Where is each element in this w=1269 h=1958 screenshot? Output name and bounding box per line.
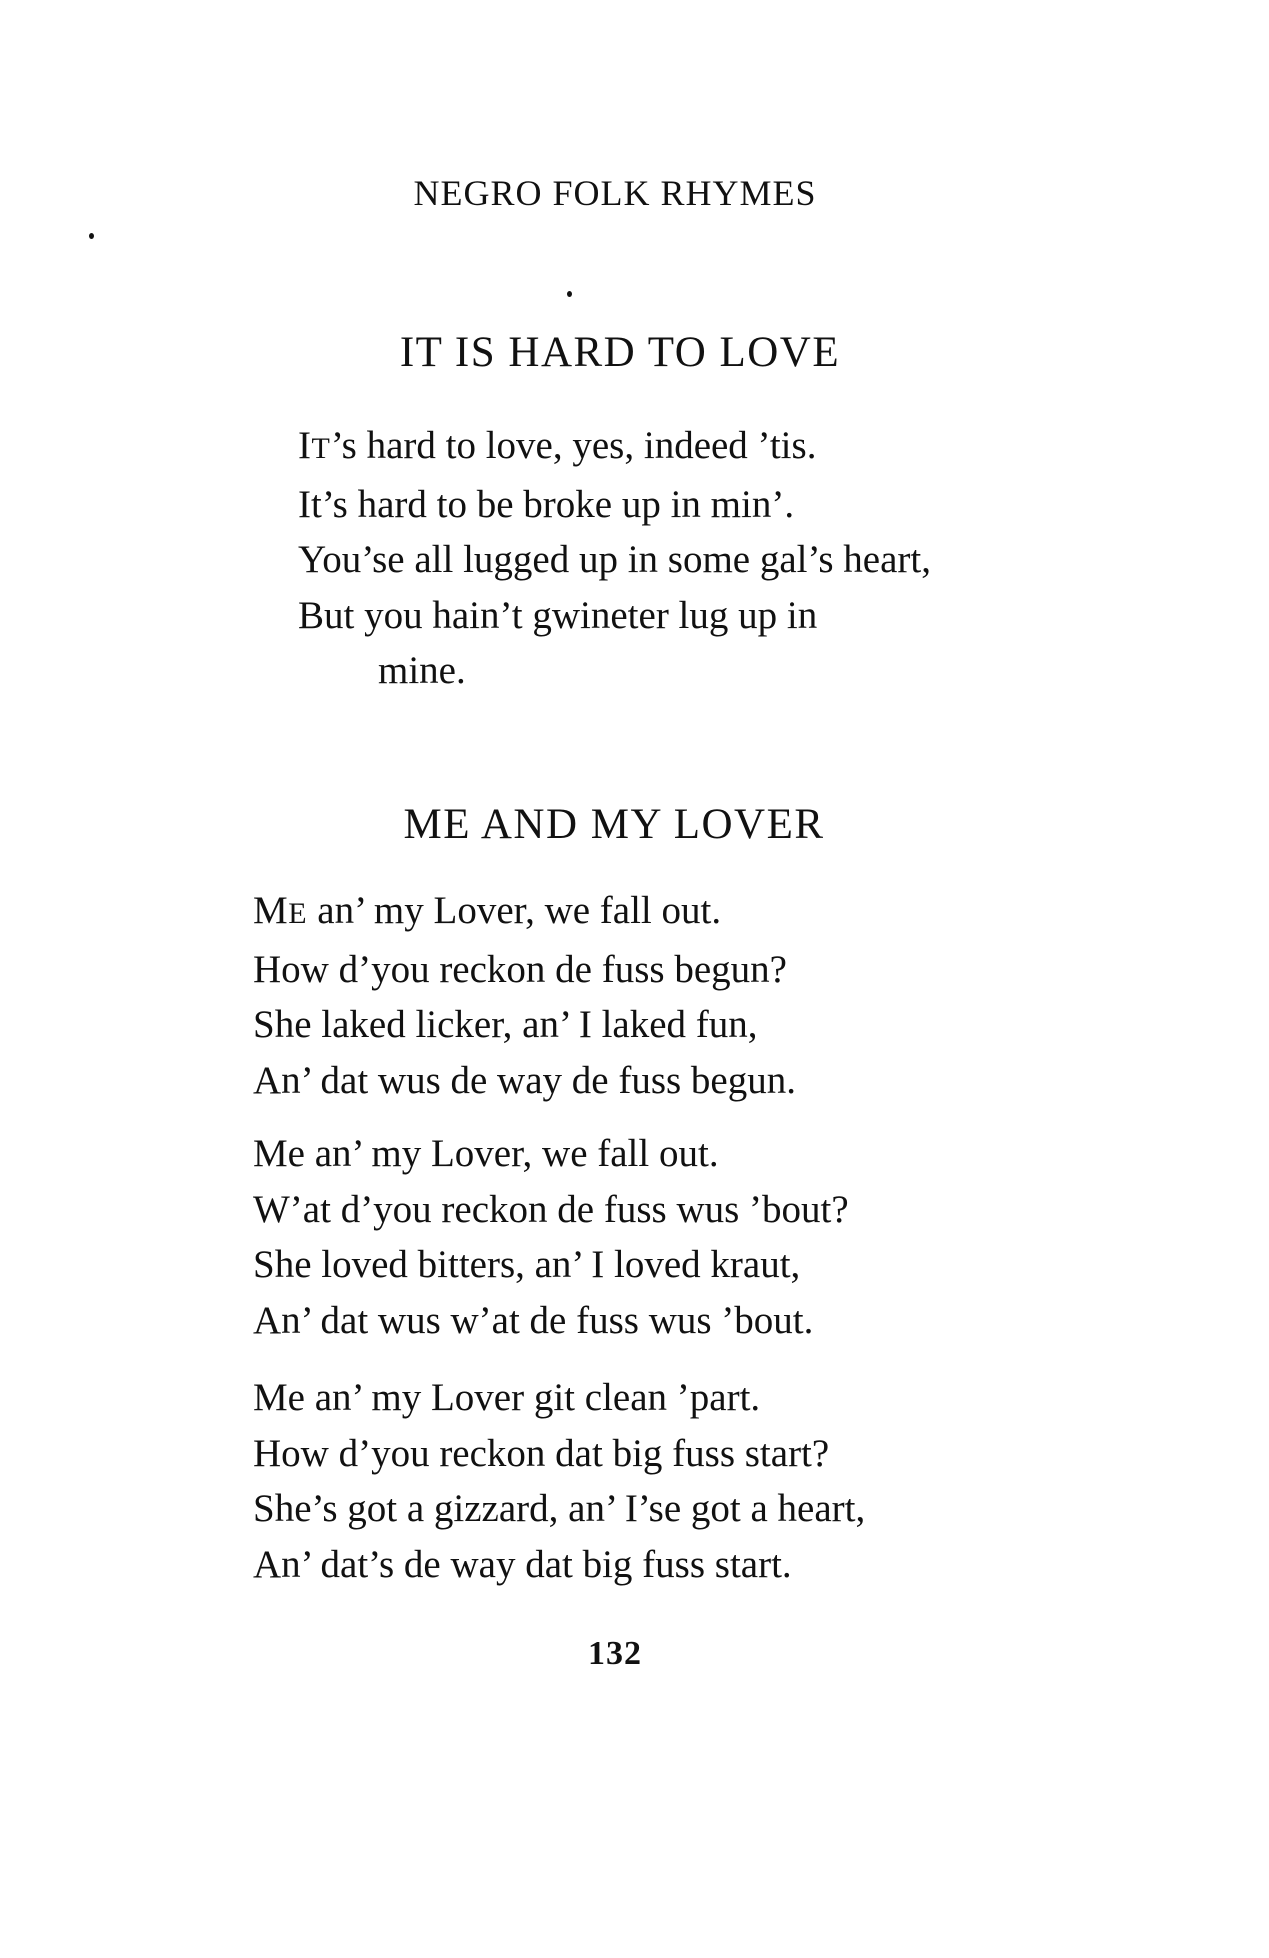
poem-stanza (253, 1126, 849, 1348)
poem-stanza (253, 1370, 865, 1592)
ink-speck (89, 233, 94, 239)
poem-line: An’ dat wus de way de fuss begun. (253, 1058, 796, 1102)
poem-line: Me an’ my Lover, we fall out. (253, 1132, 719, 1175)
poem-stanza (253, 883, 796, 1108)
poem-line: How d’you reckon dat big fuss start? (253, 1431, 830, 1475)
poem-line: She loved bitters, an’ I loved kraut, (253, 1243, 801, 1286)
poem-line: She’s got a gizzard, an’ I’se got a heart, (253, 1487, 866, 1530)
poem-line: She laked licker, an’ I laked fun, (253, 1003, 758, 1046)
poem-line: How d’you reckon de fuss begun? (253, 947, 787, 991)
poem-line: W’at d’you reckon de fuss wus ’bout? (253, 1187, 849, 1231)
poem-title: ME AND MY LOVER (403, 801, 825, 848)
poem-line-turnover: mine. (378, 649, 466, 692)
ink-speck (567, 291, 572, 297)
poem-line-first (253, 883, 796, 942)
line-text: ’s hard to love, yes, indeed ’tis. (330, 424, 817, 467)
poem-line: Me an’ my Lover git clean ’part. (253, 1376, 761, 1419)
page-number: 132 (588, 1635, 642, 1672)
small-caps: T (311, 432, 331, 465)
initial-capital: I (298, 424, 312, 467)
poem-line: But you hain’t gwineter lug up in (298, 593, 818, 637)
small-caps: E (288, 897, 308, 930)
initial-capital: M (253, 889, 289, 932)
poem-stanza (298, 418, 931, 699)
poem-line: You’se all lugged up in some gal’s heart, (298, 538, 931, 581)
poem-line-first (298, 418, 931, 477)
poem-title: IT IS HARD TO LOVE (399, 329, 841, 376)
line-text: an’ my Lover, we fall out. (307, 889, 722, 932)
poem-line: It’s hard to be broke up in min’. (298, 482, 795, 526)
poem-line: An’ dat’s de way dat big fuss start. (253, 1542, 792, 1586)
poem-line: An’ dat wus w’at de fuss wus ’bout. (253, 1298, 814, 1342)
running-title: NEGRO FOLK RHYMES (413, 173, 817, 213)
